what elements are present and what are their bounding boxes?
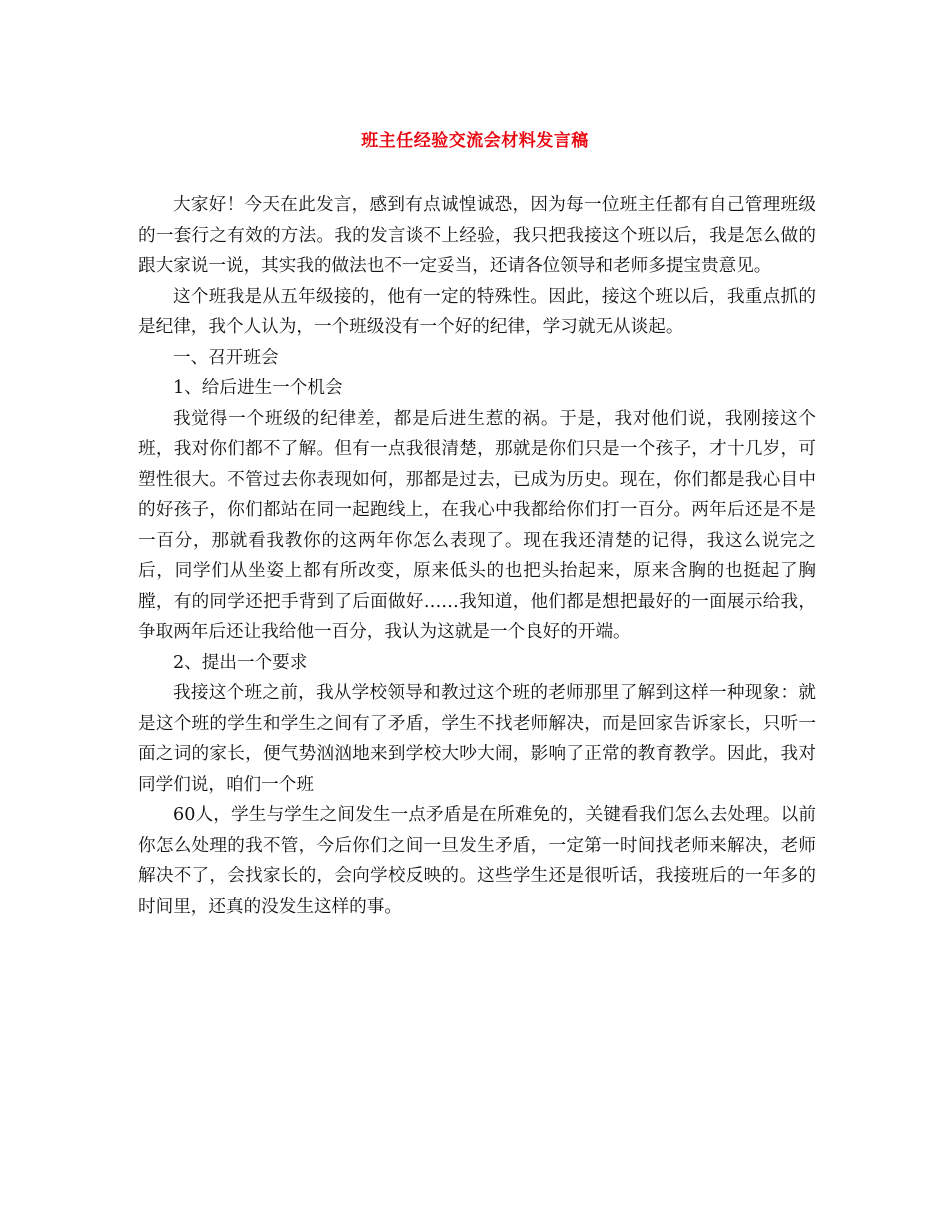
paragraph-give-chance: 我觉得一个班级的纪律差，都是后进生惹的祸。于是，我对他们说，我刚接这个班，我对你们都不了解。但有一点我很清楚，那就是你们只是一个孩子，才十几岁，可塑性很大。不管过去你表现如何，那都是过去，已成为历史。现在，你们都是我心目中的好孩子，你们都站在同一起跑线上，在我心中我都给你们打一百分。两年后还是不是一百分，那就看我教你的这两年你怎么表现了。现在我还清楚的记得，我这么说完之后，同学们从坐姿上都有所改变，原来低头的也把头抬起来，原来含胸的也挺起了胸膛，有的同学还把手背到了后面做好……我知道，他们都是想把最好的一面展示给我，争取两年后还让我给他一百分，我认为这就是一个良好的开端。 (138, 408, 816, 642)
subheading-give-chance: 1、给后进生一个机会 (173, 378, 343, 398)
paragraph-make-request: 我接这个班之前，我从学校领导和教过这个班的老师那里了解到这样一种现象：就是这个班的学生和学生之间有了矛盾，学生不找老师解决，而是回家告诉家长，只听一面之词的家长，便气势汹汹地来到学校大吵大闹，影响了正常的教育教学。因此，我对同学们说，咱们一个班 (138, 683, 816, 795)
paragraph-class-background: 这个班我是从五年级接的，他有一定的特殊性。因此，接这个班以后，我重点抓的是纪律，我个人认为，一个班级没有一个好的纪律，学习就无从谈起。 (138, 286, 816, 337)
paragraph-greeting: 大家好！今天在此发言，感到有点诚惶诚恐，因为每一位班主任都有自己管理班级的一套行之有效的方法。我的发言谈不上经验，我只把我接这个班以后，我是怎么做的跟大家说一说，其实我的做法也不一定妥当，还请各位领导和老师多提宝贵意见。 (138, 195, 816, 276)
document-title: 班主任经验交流会材料发言稿 (361, 131, 589, 151)
section-heading-class-meeting: 一、召开班会 (173, 347, 279, 368)
document-body (138, 190, 816, 922)
subheading-make-request: 2、提出一个要求 (173, 652, 308, 673)
paragraph-conflict-handling: 60人，学生与学生之间发生一点矛盾是在所难免的，关键看我们怎么去处理。以前你怎么处理的我不管，今后你们之间一旦发生矛盾，一定第一时间找老师来解决，老师解决不了，会找家长的，会向学校反映的。这些学生还是很听话，我接班后的一年多的时间里，还真的没发生这样的事。 (138, 805, 816, 917)
